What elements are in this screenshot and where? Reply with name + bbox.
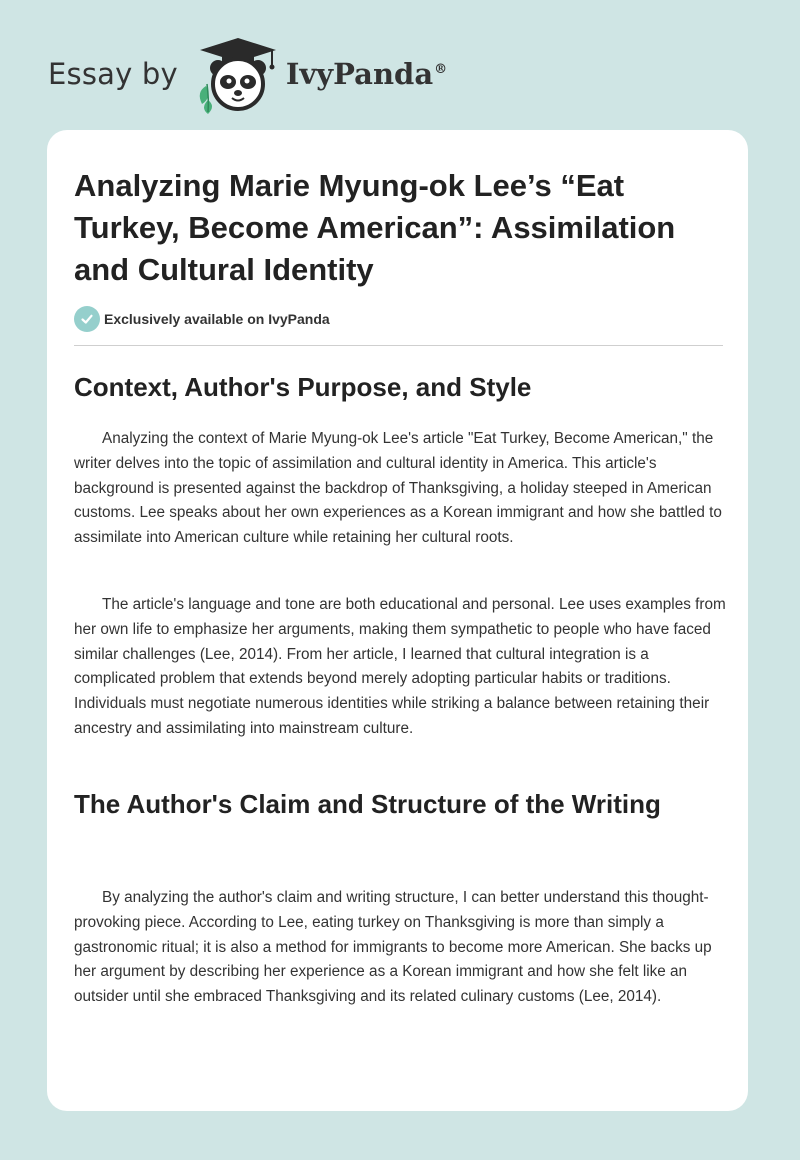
brand-name [286, 57, 447, 91]
panda-logo-icon [192, 34, 284, 114]
brand-header [48, 34, 447, 114]
registered-mark: ® [434, 62, 448, 78]
exclusive-badge [74, 306, 330, 332]
divider [74, 345, 723, 346]
paragraph-context-1: Analyzing the context of Marie Myung-ok Lee's article "Eat Turkey, Become American," the writer delves into the topic of assimilation and cultural identity in America. This article's background is presented against the backdrop of Thanksgiving, a holiday steeped in American customs. Lee speaks about her own experiences as a Korean immigrant and how she battled to assimilate into American culture while retaining her cultural roots. [74, 430, 722, 547]
paragraph-context-2: The article's language and tone are both educational and personal. Lee uses examples from her own life to emphasize her arguments, making them sympathetic to people who have faced similar challenges (Lee, 2014). From her article, I learned that cultural integration is a complicated problem that extends beyond merely adopting particular habits or traditions. Individuals must negotiate numerous identities while striking a balance between retaining their ancestry and assimilating into mainstream culture. [74, 596, 726, 737]
essay-title: Analyzing Marie Myung-ok Lee’s “Eat Turkey, Become American”: Assimilation and Cultural Identity [74, 168, 676, 287]
exclusive-label: Exclusively available on IvyPanda [104, 311, 330, 327]
paragraph-claim-1: By analyzing the author's claim and writing structure, I can better understand this thought-provoking piece. According to Lee, eating turkey on Thanksgiving is more than simply a gastronomic ritual; it is also a method for immigrants to become more American. She backs up her argument by describing her experience as a Korean immigrant and how she felt like an outsider until she embraced Thanksgiving and its related culinary customs (Lee, 2014). [74, 889, 712, 1006]
brand-name-text: IvyPanda [285, 57, 434, 91]
brand-prefix: Essay by [48, 57, 178, 91]
section-heading-claim: The Author's Claim and Structure of the Writing [74, 789, 661, 819]
check-icon [74, 306, 100, 332]
section-heading-context: Context, Author's Purpose, and Style [74, 372, 532, 402]
essay-card [47, 130, 748, 1111]
